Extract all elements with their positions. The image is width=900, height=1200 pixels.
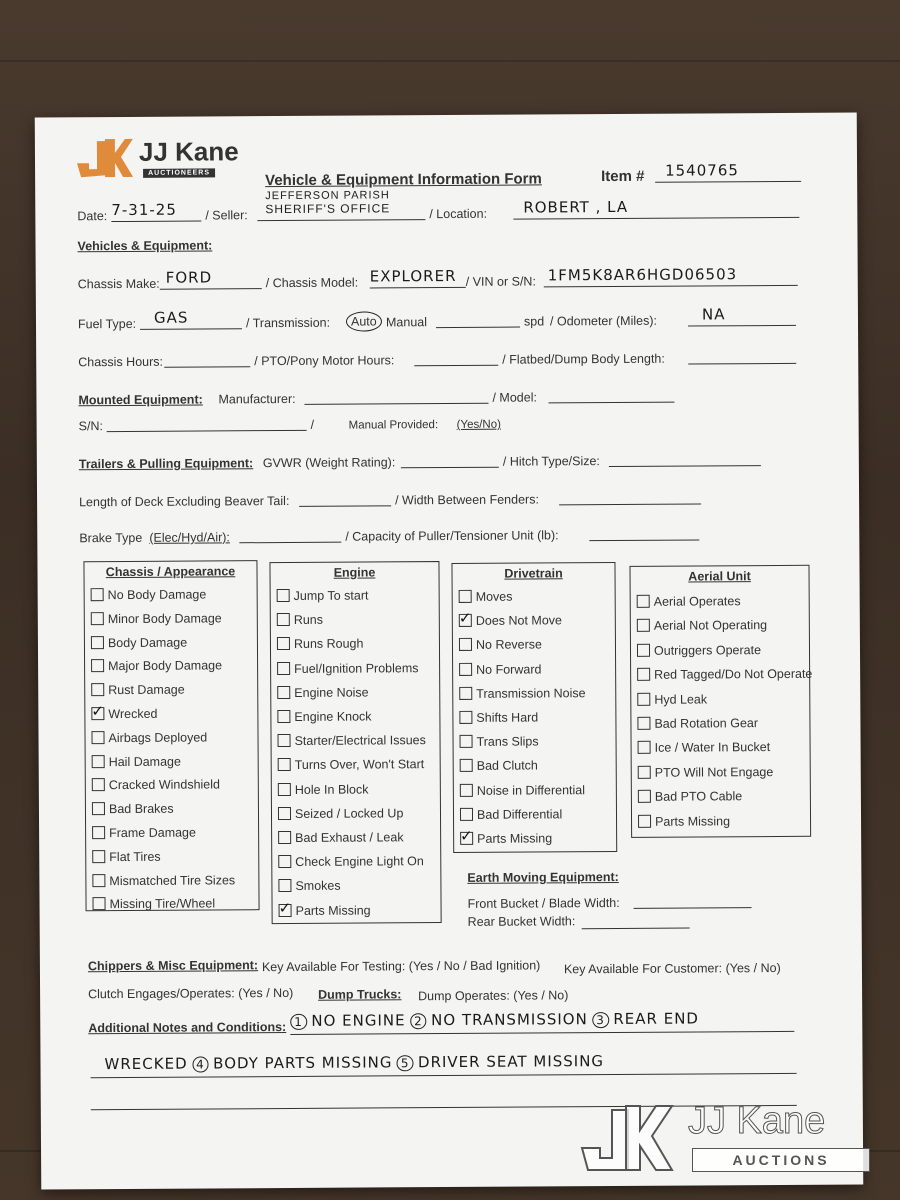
checkbox-icon[interactable] bbox=[278, 783, 291, 796]
checkbox-label: Red Tagged/Do Not Operate bbox=[654, 666, 813, 682]
checkbox-row[interactable] bbox=[92, 897, 215, 912]
checkbox-label: Missing Tire/Wheel bbox=[109, 896, 216, 912]
watermark-logo-icon bbox=[578, 1100, 674, 1176]
aerial-box bbox=[629, 565, 811, 838]
notes-line-1[interactable] bbox=[290, 1009, 794, 1035]
key-customer[interactable]: Key Available For Customer: (Yes / No) bbox=[563, 960, 781, 977]
checkbox-icon[interactable] bbox=[92, 802, 105, 815]
location-value: ROBERT , LA bbox=[523, 197, 629, 217]
checkbox-icon[interactable] bbox=[638, 741, 651, 754]
checkbox-row[interactable] bbox=[277, 613, 323, 627]
checkbox-row[interactable] bbox=[92, 802, 174, 816]
note-2a: WRECKED bbox=[104, 1054, 188, 1074]
transmission-manual[interactable]: Manual bbox=[385, 315, 428, 330]
checkbox-row[interactable] bbox=[637, 594, 741, 609]
checkbox-icon[interactable] bbox=[460, 783, 473, 796]
vin-field[interactable] bbox=[544, 265, 798, 288]
rear-bucket-field[interactable] bbox=[582, 912, 690, 930]
note-4: BODY PARTS MISSING bbox=[213, 1053, 393, 1073]
mounted-manual-label: Manual Provided: bbox=[348, 419, 439, 432]
logo-sub: AUCTIONEERS bbox=[143, 168, 215, 177]
checkbox-icon[interactable] bbox=[638, 766, 651, 779]
checkbox-row[interactable] bbox=[277, 709, 371, 724]
checkbox-row[interactable] bbox=[278, 733, 426, 748]
checkbox-label: Bad PTO Cable bbox=[654, 789, 743, 804]
dump-title: Dump Trucks: bbox=[318, 987, 402, 1002]
transmission-auto[interactable]: Auto bbox=[346, 311, 382, 331]
checkbox-label: Trans Slips bbox=[476, 734, 539, 750]
fenders-label: / Width Between Fenders: bbox=[395, 492, 539, 508]
aerial-title: Aerial Unit bbox=[688, 569, 751, 584]
item-label: Item # bbox=[601, 167, 645, 186]
checkbox-row[interactable] bbox=[637, 618, 767, 633]
odometer-value: NA bbox=[701, 305, 726, 324]
checkbox-icon[interactable] bbox=[92, 826, 105, 839]
checkbox-label: Bad Differential bbox=[476, 807, 563, 822]
checkbox-label: Hyd Leak bbox=[654, 692, 708, 707]
note-2: NO TRANSMISSION bbox=[431, 1010, 588, 1030]
jj-kane-logo-icon bbox=[75, 135, 133, 179]
checkbox-icon[interactable] bbox=[92, 897, 105, 910]
clutch-engages[interactable]: Clutch Engages/Operates: (Yes / No) bbox=[88, 985, 294, 1002]
logo-brand: JJ Kane bbox=[138, 136, 239, 167]
checkbox-row[interactable] bbox=[278, 854, 424, 869]
note-1: NO ENGINE bbox=[311, 1011, 406, 1030]
checkbox-row[interactable] bbox=[277, 661, 418, 676]
checkbox-icon[interactable] bbox=[637, 692, 650, 705]
checkbox-icon[interactable] bbox=[637, 619, 650, 632]
engine-title: Engine bbox=[333, 565, 376, 580]
engine-box bbox=[269, 561, 441, 924]
front-bucket-label: Front Bucket / Blade Width: bbox=[467, 895, 620, 911]
chassis-make-value: FORD bbox=[165, 268, 213, 287]
date-value: 7-31-25 bbox=[111, 200, 177, 220]
watermark-brand: JJ Kane bbox=[688, 1100, 826, 1142]
checkbox-label: Noise in Differential bbox=[476, 782, 586, 798]
checkbox-icon[interactable] bbox=[278, 855, 291, 868]
chassis-appearance-box bbox=[83, 560, 259, 911]
checkbox-row[interactable] bbox=[92, 754, 181, 769]
checkbox-row[interactable] bbox=[459, 710, 538, 724]
checkbox-icon[interactable] bbox=[92, 778, 105, 791]
checkbox-icon[interactable] bbox=[637, 644, 650, 657]
checkbox-label: Check Engine Light On bbox=[295, 854, 424, 870]
checkbox-label: Major Body Damage bbox=[108, 658, 223, 674]
checkbox-row[interactable] bbox=[278, 879, 340, 893]
checkbox-label: Cracked Windshield bbox=[108, 777, 221, 793]
checkbox-row[interactable] bbox=[459, 638, 542, 653]
hitch-label: / Hitch Type/Size: bbox=[502, 454, 600, 469]
checkbox-row[interactable] bbox=[459, 686, 585, 701]
checkbox-label: Aerial Operates bbox=[653, 594, 741, 609]
checkbox-label: Wrecked bbox=[108, 706, 158, 722]
checkbox-label: Moves bbox=[475, 589, 513, 604]
checkbox-row[interactable] bbox=[91, 659, 222, 674]
mounted-model-field[interactable] bbox=[548, 386, 674, 404]
mounted-sn-field[interactable] bbox=[107, 414, 307, 432]
chassis-make-field[interactable] bbox=[160, 268, 262, 290]
note-num-2: 2 bbox=[410, 1013, 427, 1029]
note-5: DRIVER SEAT MISSING bbox=[417, 1052, 605, 1072]
brake-label: Brake Type bbox=[79, 530, 143, 546]
checkbox-row[interactable] bbox=[91, 611, 222, 626]
checkbox-row[interactable] bbox=[637, 692, 707, 706]
checkbox-row[interactable] bbox=[460, 759, 538, 773]
fuel-value: GAS bbox=[153, 308, 189, 327]
checkbox-icon[interactable] bbox=[91, 588, 104, 601]
checkbox-label: Runs bbox=[293, 612, 324, 628]
checkbox-label: Turns Over, Won't Start bbox=[294, 757, 425, 773]
checkbox-icon[interactable] bbox=[91, 731, 104, 744]
notes-line-2[interactable] bbox=[90, 1051, 796, 1078]
checkbox-row[interactable] bbox=[277, 637, 364, 652]
vin-value: 1FM5K8AR6HGD06503 bbox=[547, 265, 738, 285]
checkbox-icon[interactable] bbox=[92, 850, 105, 863]
rear-bucket-label: Rear Bucket Width: bbox=[467, 914, 576, 929]
checkbox-icon[interactable] bbox=[459, 687, 472, 700]
checkbox-row[interactable] bbox=[91, 587, 207, 602]
note-num-4: 4 bbox=[192, 1056, 209, 1072]
checkbox-icon[interactable] bbox=[638, 814, 651, 827]
pto-hours-field[interactable] bbox=[414, 349, 498, 367]
checkbox-label: Does Not Move bbox=[475, 613, 563, 629]
checkbox-icon[interactable] bbox=[277, 686, 290, 699]
checkbox-label: Parts Missing bbox=[655, 813, 731, 829]
seller-value-2: SHERIFF'S OFFICE bbox=[265, 201, 391, 217]
checkbox-row[interactable] bbox=[638, 765, 774, 780]
brake-options: (Elec/Hyd/Air): bbox=[149, 530, 230, 545]
vin-label: / VIN or S/N: bbox=[465, 274, 536, 289]
checkbox-row[interactable] bbox=[637, 667, 812, 682]
checkbox-row[interactable] bbox=[279, 903, 371, 918]
form-title: Vehicle & Equipment Information Form bbox=[265, 170, 542, 190]
checkbox-row[interactable] bbox=[91, 635, 187, 650]
fuel-field[interactable] bbox=[140, 308, 242, 330]
checkbox-icon[interactable] bbox=[91, 612, 104, 625]
checkbox-label: Aerial Not Operating bbox=[653, 618, 768, 634]
note-num-5: 5 bbox=[397, 1055, 414, 1071]
flatbed-field[interactable] bbox=[688, 347, 796, 365]
gvwr-label: GVWR (Weight Rating): bbox=[262, 455, 396, 471]
checkbox-label: Engine Knock bbox=[294, 709, 372, 724]
checkbox-icon[interactable] bbox=[459, 662, 472, 675]
location-field[interactable] bbox=[513, 197, 799, 220]
checkbox-label: Starter/Electrical Issues bbox=[294, 733, 426, 749]
front-bucket-field[interactable] bbox=[633, 891, 751, 909]
checkbox-icon[interactable] bbox=[277, 710, 290, 723]
checkbox-label: Runs Rough bbox=[293, 636, 364, 652]
checkbox-checked-icon[interactable] bbox=[459, 614, 472, 627]
date-field[interactable] bbox=[111, 201, 201, 223]
odometer-field[interactable] bbox=[688, 305, 796, 327]
checkbox-row[interactable] bbox=[638, 814, 730, 829]
earth-title: Earth Moving Equipment: bbox=[467, 869, 619, 885]
seller-value-1: JEFFERSON PARISH bbox=[265, 189, 390, 203]
checkbox-icon[interactable] bbox=[460, 759, 473, 772]
section-vehicles: Vehicles & Equipment: bbox=[77, 238, 213, 254]
checkbox-row[interactable] bbox=[91, 707, 157, 721]
checkbox-label: Transmission Noise bbox=[476, 685, 586, 701]
checkbox-label: Ice / Water In Bucket bbox=[654, 740, 771, 756]
mounted-manual-yesno[interactable]: (Yes/No) bbox=[456, 418, 501, 431]
checkbox-row[interactable] bbox=[92, 873, 235, 888]
checkbox-icon[interactable] bbox=[638, 790, 651, 803]
checkbox-label: Airbags Deployed bbox=[108, 730, 208, 745]
checkbox-icon[interactable] bbox=[459, 638, 472, 651]
watermark-sub: AUCTIONS bbox=[692, 1148, 870, 1172]
fenders-field[interactable] bbox=[559, 487, 701, 505]
seller-field[interactable] bbox=[257, 199, 425, 221]
checkbox-label: Seized / Locked Up bbox=[294, 806, 404, 821]
checkbox-label: No Reverse bbox=[475, 637, 543, 653]
checkbox-icon[interactable] bbox=[278, 831, 291, 844]
chassis-model-field[interactable] bbox=[370, 267, 466, 289]
chassis-make-label: Chassis Make: bbox=[77, 276, 160, 292]
checkbox-icon[interactable] bbox=[92, 755, 105, 768]
checkbox-label: Bad Clutch bbox=[476, 758, 538, 774]
checkbox-label: Bad Exhaust / Leak bbox=[295, 830, 404, 845]
checkbox-icon[interactable] bbox=[91, 636, 104, 649]
checkbox-icon[interactable] bbox=[277, 613, 290, 626]
checkbox-icon[interactable] bbox=[278, 734, 291, 747]
form-paper bbox=[35, 112, 864, 1189]
checkbox-label: Smokes bbox=[295, 879, 341, 894]
mounted-manufacturer-field[interactable] bbox=[304, 387, 488, 405]
hitch-field[interactable] bbox=[609, 449, 761, 467]
checkbox-icon[interactable] bbox=[278, 758, 291, 771]
transmission-label: / Transmission: bbox=[245, 315, 331, 331]
checkbox-label: Parts Missing bbox=[295, 903, 371, 918]
chassis-model-value: EXPLORER bbox=[369, 266, 457, 286]
checkbox-icon[interactable] bbox=[278, 879, 291, 892]
chassis-hours-label: Chassis Hours: bbox=[78, 354, 164, 370]
slash: / bbox=[310, 417, 315, 432]
flatbed-label: / Flatbed/Dump Body Length: bbox=[502, 351, 665, 367]
checkbox-row[interactable] bbox=[459, 590, 513, 604]
checkbox-row[interactable] bbox=[92, 850, 160, 864]
note-3: REAR END bbox=[613, 1009, 699, 1029]
checkbox-label: Frame Damage bbox=[109, 825, 196, 841]
checkbox-row[interactable] bbox=[277, 588, 369, 603]
checkbox-label: Rust Damage bbox=[108, 682, 185, 698]
checkbox-row[interactable] bbox=[638, 789, 742, 804]
pto-hours-label: / PTO/Pony Motor Hours: bbox=[254, 353, 395, 369]
checkbox-row[interactable] bbox=[459, 613, 562, 628]
checkbox-row[interactable] bbox=[278, 830, 403, 845]
chippers-title: Chippers & Misc Equipment: bbox=[87, 958, 259, 974]
chassis-hours-field[interactable] bbox=[164, 350, 250, 368]
seller-label: / Seller: bbox=[205, 208, 248, 223]
checkbox-label: PTO Will Not Engage bbox=[654, 764, 774, 780]
checkbox-row[interactable] bbox=[91, 730, 207, 745]
checkbox-icon[interactable] bbox=[277, 662, 290, 675]
checkbox-checked-icon[interactable] bbox=[91, 707, 104, 720]
checkbox-row[interactable] bbox=[92, 778, 220, 793]
item-field[interactable] bbox=[655, 161, 801, 183]
checkbox-label: Mismatched Tire Sizes bbox=[109, 872, 236, 888]
checkbox-label: Fuel/Ignition Problems bbox=[294, 660, 419, 676]
checkbox-label: Jump To start bbox=[293, 588, 369, 603]
checkbox-icon[interactable] bbox=[459, 711, 472, 724]
checkbox-row[interactable] bbox=[460, 807, 562, 822]
note-num-1: 1 bbox=[290, 1014, 307, 1030]
checkbox-row[interactable] bbox=[278, 806, 403, 821]
checkbox-row[interactable] bbox=[460, 783, 585, 798]
checkbox-label: Bad Rotation Gear bbox=[654, 716, 759, 731]
trailers-title: Trailers & Pulling Equipment: bbox=[78, 456, 254, 472]
checkbox-label: Minor Body Damage bbox=[107, 611, 222, 626]
gvwr-field[interactable] bbox=[401, 451, 499, 469]
capacity-field[interactable] bbox=[589, 523, 699, 541]
drivetrain-box bbox=[451, 562, 617, 853]
checkbox-label: Body Damage bbox=[107, 635, 188, 650]
watermark bbox=[578, 1096, 878, 1180]
note-num-3: 3 bbox=[592, 1012, 609, 1028]
spd-field[interactable] bbox=[436, 311, 520, 329]
deck-field[interactable] bbox=[299, 489, 391, 507]
mounted-model-label: / Model: bbox=[492, 390, 537, 405]
dump-operates[interactable]: Dump Operates: (Yes / No) bbox=[418, 988, 569, 1004]
checkbox-label: Flat Tires bbox=[109, 849, 161, 864]
checkbox-label: Engine Noise bbox=[294, 685, 369, 700]
checkbox-row[interactable] bbox=[460, 735, 539, 749]
checkbox-label: Shifts Hard bbox=[476, 710, 539, 725]
capacity-label: / Capacity of Puller/Tensioner Unit (lb): bbox=[345, 528, 559, 544]
notes-title: Additional Notes and Conditions: bbox=[88, 1020, 287, 1036]
deck-label: Length of Deck Excluding Beaver Tail: bbox=[79, 493, 290, 510]
checkbox-label: No Forward bbox=[476, 662, 542, 677]
date-label: Date: bbox=[77, 209, 108, 224]
checkbox-icon[interactable] bbox=[637, 668, 650, 681]
checkbox-icon[interactable] bbox=[637, 717, 650, 730]
checkbox-label: Bad Brakes bbox=[108, 801, 174, 817]
checkbox-icon[interactable] bbox=[91, 659, 104, 672]
checkbox-icon[interactable] bbox=[459, 590, 472, 603]
checkbox-icon[interactable] bbox=[91, 683, 104, 696]
checkbox-row[interactable] bbox=[460, 831, 552, 846]
checkbox-row[interactable] bbox=[278, 758, 425, 773]
checkbox-icon[interactable] bbox=[277, 637, 290, 650]
checkbox-checked-icon[interactable] bbox=[279, 904, 292, 917]
checkbox-row[interactable] bbox=[638, 740, 771, 755]
checkbox-icon[interactable] bbox=[277, 589, 290, 602]
location-label: / Location: bbox=[429, 206, 488, 222]
checkbox-icon[interactable] bbox=[278, 807, 291, 820]
spd-label: spd bbox=[523, 314, 545, 329]
chassis-appearance-title: Chassis / Appearance bbox=[105, 564, 236, 580]
fuel-label: Fuel Type: bbox=[77, 316, 137, 332]
checkbox-label: Hole In Block bbox=[294, 782, 369, 797]
checkbox-row[interactable] bbox=[459, 662, 541, 677]
drivetrain-title: Drivetrain bbox=[504, 566, 563, 581]
checkbox-icon[interactable] bbox=[460, 808, 473, 821]
item-value: 1540765 bbox=[665, 161, 739, 180]
checkbox-row[interactable] bbox=[637, 643, 761, 658]
checkbox-label: Parts Missing bbox=[477, 831, 553, 846]
checkbox-label: Outriggers Operate bbox=[653, 642, 762, 658]
checkbox-row[interactable] bbox=[92, 826, 196, 841]
checkbox-icon[interactable] bbox=[460, 735, 473, 748]
checkbox-row[interactable] bbox=[91, 683, 185, 698]
key-testing[interactable]: Key Available For Testing: (Yes / No / Bad Ignition) bbox=[261, 958, 541, 975]
checkbox-row[interactable] bbox=[637, 716, 758, 731]
checkbox-label: Hail Damage bbox=[108, 754, 181, 769]
mounted-sn-label: S/N: bbox=[78, 419, 103, 434]
mounted-title: Mounted Equipment: bbox=[78, 392, 203, 408]
checkbox-row[interactable] bbox=[278, 782, 369, 797]
odometer-label: / Odometer (Miles): bbox=[549, 313, 658, 329]
checkbox-checked-icon[interactable] bbox=[460, 832, 473, 845]
checkbox-icon[interactable] bbox=[637, 595, 650, 608]
mounted-manufacturer-label: Manufacturer: bbox=[218, 391, 296, 407]
chassis-model-label: / Chassis Model: bbox=[265, 275, 359, 291]
checkbox-row[interactable] bbox=[277, 685, 368, 700]
checkbox-label: No Body Damage bbox=[107, 587, 207, 603]
brake-field[interactable] bbox=[239, 526, 341, 544]
checkbox-icon[interactable] bbox=[92, 874, 105, 887]
